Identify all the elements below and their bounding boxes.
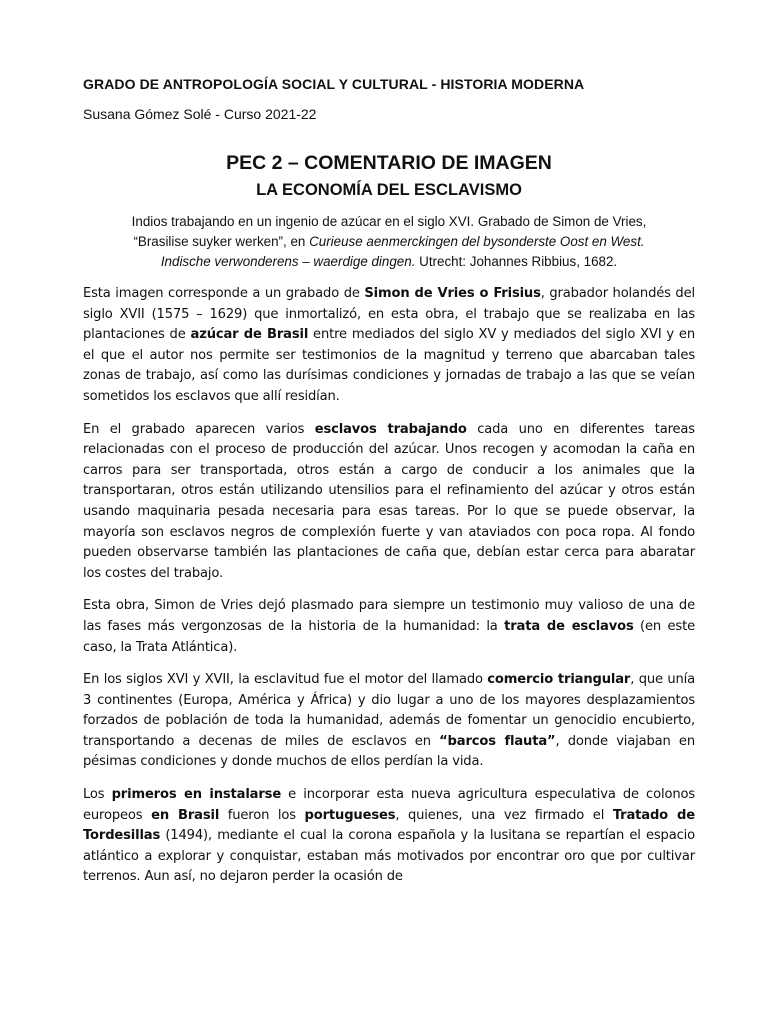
text-run: Esta imagen corresponde a un grabado de <box>83 286 365 301</box>
author-line: Susana Gómez Solé - Curso 2021-22 <box>83 106 317 122</box>
caption-line-3-italic: Indische verwonderens – waerdige dingen. <box>160 254 416 269</box>
text-run: , grabador holandés del siglo XVII (1575 – 1629) que inmortalizó, en esta obra, el trabajo que se realizaba en las plantaciones de <box>83 286 695 343</box>
paragraph <box>83 596 695 658</box>
bold-text-run: portugueses <box>304 807 396 823</box>
text-run: En el grabado aparecen varios <box>83 421 315 437</box>
text-run: (en este caso, la Trata Atlántica). <box>83 618 695 655</box>
image-caption <box>83 212 695 272</box>
text-run: Esta obra, Simon de Vries dejó plasmado para siempre un testimonio muy valioso de una de las fases más vergonzosas de la historia de la humanidad: la <box>83 598 695 634</box>
paragraph <box>83 670 695 773</box>
bold-text-run: primeros en instalarse <box>111 787 282 803</box>
bold-text-run: “barcos flauta” <box>439 733 556 749</box>
bold-text-run: trata de esclavos <box>504 618 634 634</box>
paragraph <box>83 284 695 408</box>
caption-line-2-italic: Curieuse aenmerckingen del bysonderste Oost en West. <box>309 234 645 249</box>
bold-text-run: en Brasil <box>151 807 220 823</box>
text-run: entre mediados del siglo XV y mediados del siglo XVI y en el que el autor nos permite ser testimonios de la magnitud y terreno que abarcaban tales zonas de trabajo, así como las durísimas condiciones y jornadas de trabajo a las que se veían sometidos los esclavos que allí residían. <box>83 327 695 404</box>
paragraph <box>83 420 695 585</box>
text-run: fueron los <box>219 807 305 823</box>
paragraph <box>83 785 695 888</box>
text-run: e incorporar esta nueva agricultura especulativa de colonos europeos <box>83 787 695 823</box>
bold-text-run: Tratado de Tordesillas <box>83 807 695 844</box>
caption-line-1: Indios trabajando en un ingenio de azúcar en el siglo XVI. Grabado de Simon de Vries, <box>131 214 647 229</box>
page-title: PEC 2 – COMENTARIO DE IMAGEN <box>226 152 552 174</box>
bold-text-run: esclavos trabajando <box>314 421 467 437</box>
bold-text-run: comercio triangular <box>487 672 631 688</box>
text-run: cada uno en diferentes tareas relacionadas con el proceso de producción del azúcar. Unos recogen y acomodan la caña en carros para ser transportada, otros están a cargo de conducir a los animales que la transportaran, otros están utilizando utensilios para el refinamiento del azúcar y otros están usando maquinaria pesada necesaria para esas tareas. Por lo que se puede observar, la mayoría son esclavos negros de complexión fuerte y van ataviados con poca ropa. Al fondo pueden observarse también las plantaciones de caña que, debían estar cerca para abaratar los costes del trabajo. <box>83 421 695 581</box>
bold-text-run: Simon de Vries o Frisius <box>364 286 541 301</box>
bold-text-run: azúcar de Brasil <box>190 327 309 343</box>
text-run: , quienes, una vez firmado el <box>395 807 613 823</box>
text-run: , donde viajaban en pésimas condiciones y donde muchos de ellos perdían la vida. <box>83 733 695 770</box>
text-run: , que unía 3 continentes (Europa, América y África) y dio lugar a uno de los mayores desplazamientos forzados de población de toda la humanidad, además de fomentar un genocidio encubierto, transportando a decenas de miles de esclavos en <box>83 672 695 749</box>
text-run: En los siglos XVI y XVII, la esclavitud fue el motor del llamado <box>83 672 488 688</box>
text-run: (1494), mediante el cual la corona española y la lusitana se repartían el espacio atlántico a explorar y conquistar, estaban más motivados por encontrar oro que por cultivar terrenos. Aun así, no dejaron perder la ocasión de <box>83 828 695 885</box>
caption-line-2-plain: “Brasilise suyker werken”, en <box>133 234 310 249</box>
text-run: Los <box>83 787 112 803</box>
page-subtitle: LA ECONOMÍA DEL ESCLAVISMO <box>256 181 522 199</box>
course-title: GRADO DE ANTROPOLOGÍA SOCIAL Y CULTURAL - HISTORIA MODERNA <box>83 76 585 92</box>
caption-line-3-plain: Utrecht: Johannes Ribbius, 1682. <box>415 254 618 269</box>
body-text <box>83 284 695 888</box>
